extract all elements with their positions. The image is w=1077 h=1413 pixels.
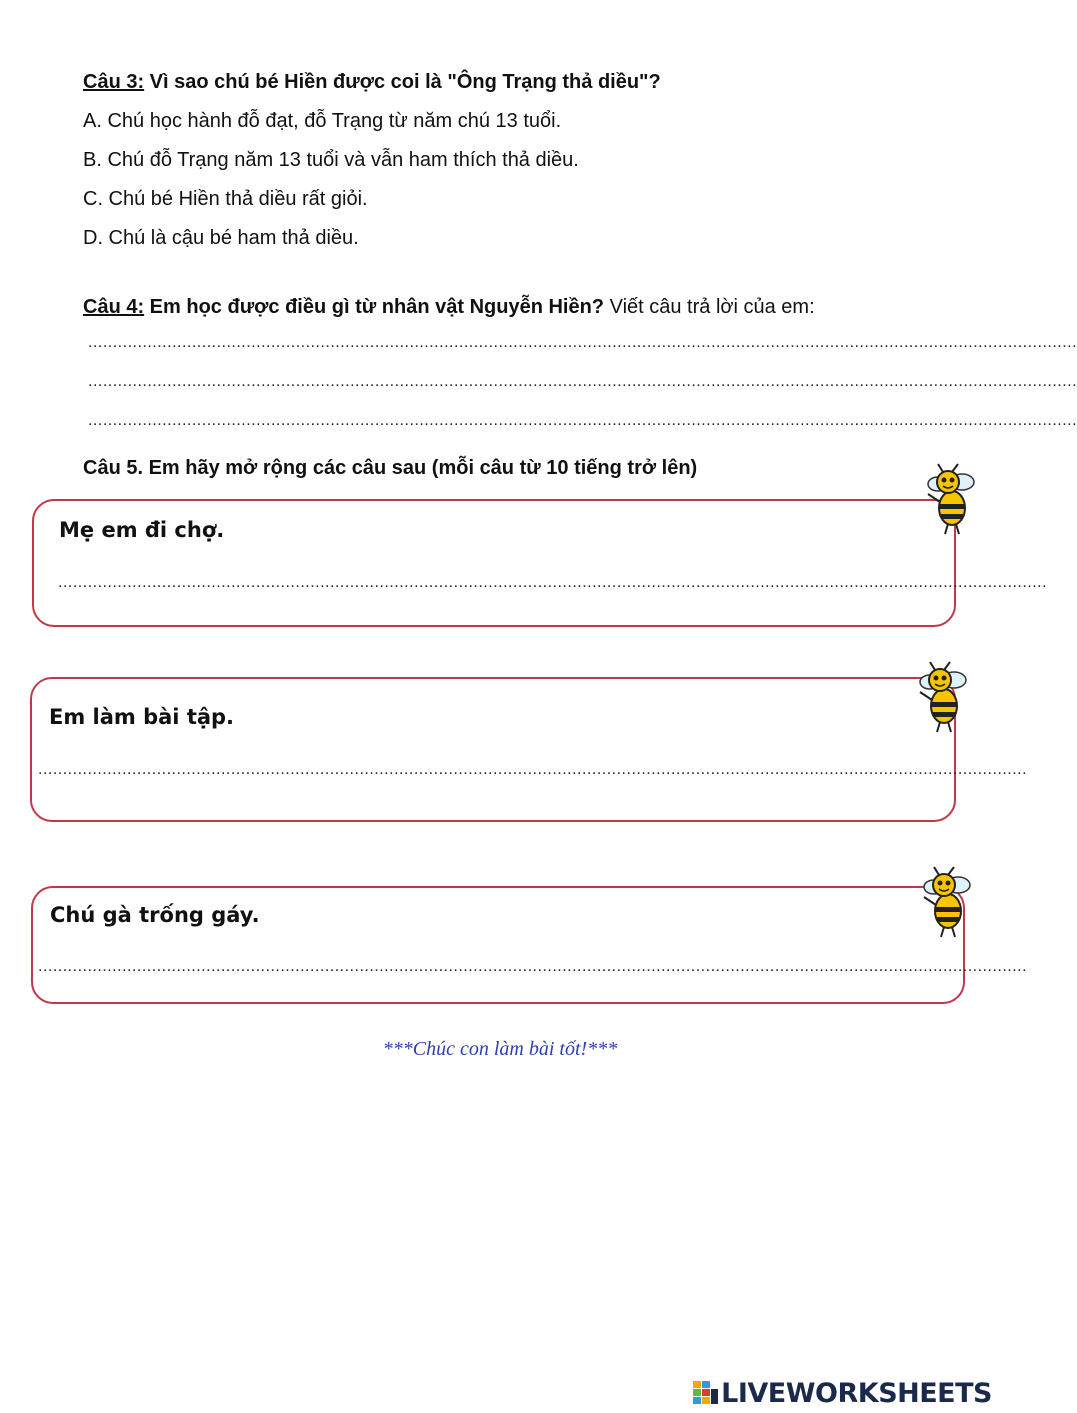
question-5-title: Câu 5. Em hãy mở rộng các câu sau (mỗi câu từ 10 tiếng trở lên) — [83, 457, 698, 479]
question-4-text: Em học được điều gì từ nhân vật Nguyễn Hiền? — [144, 296, 605, 318]
answer-line-3[interactable]: ........................................................................................................................................................................................................ — [88, 412, 1077, 429]
question-3-option-c[interactable]: C. Chú bé Hiền thả diều rất giỏi. — [83, 188, 368, 210]
question-4-label: Câu 4: — [83, 296, 145, 318]
sentence-box-2 — [30, 677, 1028, 822]
question-3-option-a[interactable]: A. Chú học hành đỗ đạt, đỗ Trạng từ năm chú 13 tuổi. — [83, 110, 562, 132]
sentence-1-answer-line[interactable]: ........................................................................................................................................................................................................ — [58, 574, 1048, 591]
question-4-instruction: Viết câu trả lời của em: — [604, 296, 815, 318]
answer-line-2[interactable]: ........................................................................................................................................................................................................ — [88, 373, 1077, 390]
question-3-text: Vì sao chú bé Hiền được coi là "Ông Trạng thả diều"? — [144, 71, 661, 93]
question-3-option-b[interactable]: B. Chú đỗ Trạng năm 13 tuổi và vẫn ham thích thả diều. — [83, 149, 579, 171]
sentence-2-label: Em làm bài tập. — [49, 705, 235, 729]
liveworksheets-logo-icon — [693, 1381, 719, 1405]
sentence-3-label: Chú gà trống gáy. — [50, 903, 260, 927]
sentence-1-label: Mẹ em đi chợ. — [59, 518, 225, 542]
sentence-3-answer-line[interactable]: ........................................................................................................................................................................................................ — [38, 958, 1028, 975]
question-3-label: Câu 3: — [83, 71, 145, 93]
bee-icon — [918, 462, 982, 538]
bee-icon — [914, 865, 978, 941]
watermark-text: LIVEWORKSHEETS — [721, 1377, 992, 1409]
question-4-title — [83, 296, 815, 319]
bee-icon — [910, 660, 974, 736]
question-3-option-d[interactable]: D. Chú là cậu bé ham thả diều. — [83, 227, 359, 249]
question-3-title — [83, 71, 661, 94]
sentence-2-answer-line[interactable]: ........................................................................................................................................................................................................ — [38, 761, 1028, 778]
answer-line-1[interactable]: ........................................................................................................................................................................................................ — [88, 334, 1077, 351]
closing-message: ***Chúc con làm bài tốt!*** — [382, 1038, 618, 1060]
liveworksheets-logo[interactable] — [693, 1377, 992, 1409]
